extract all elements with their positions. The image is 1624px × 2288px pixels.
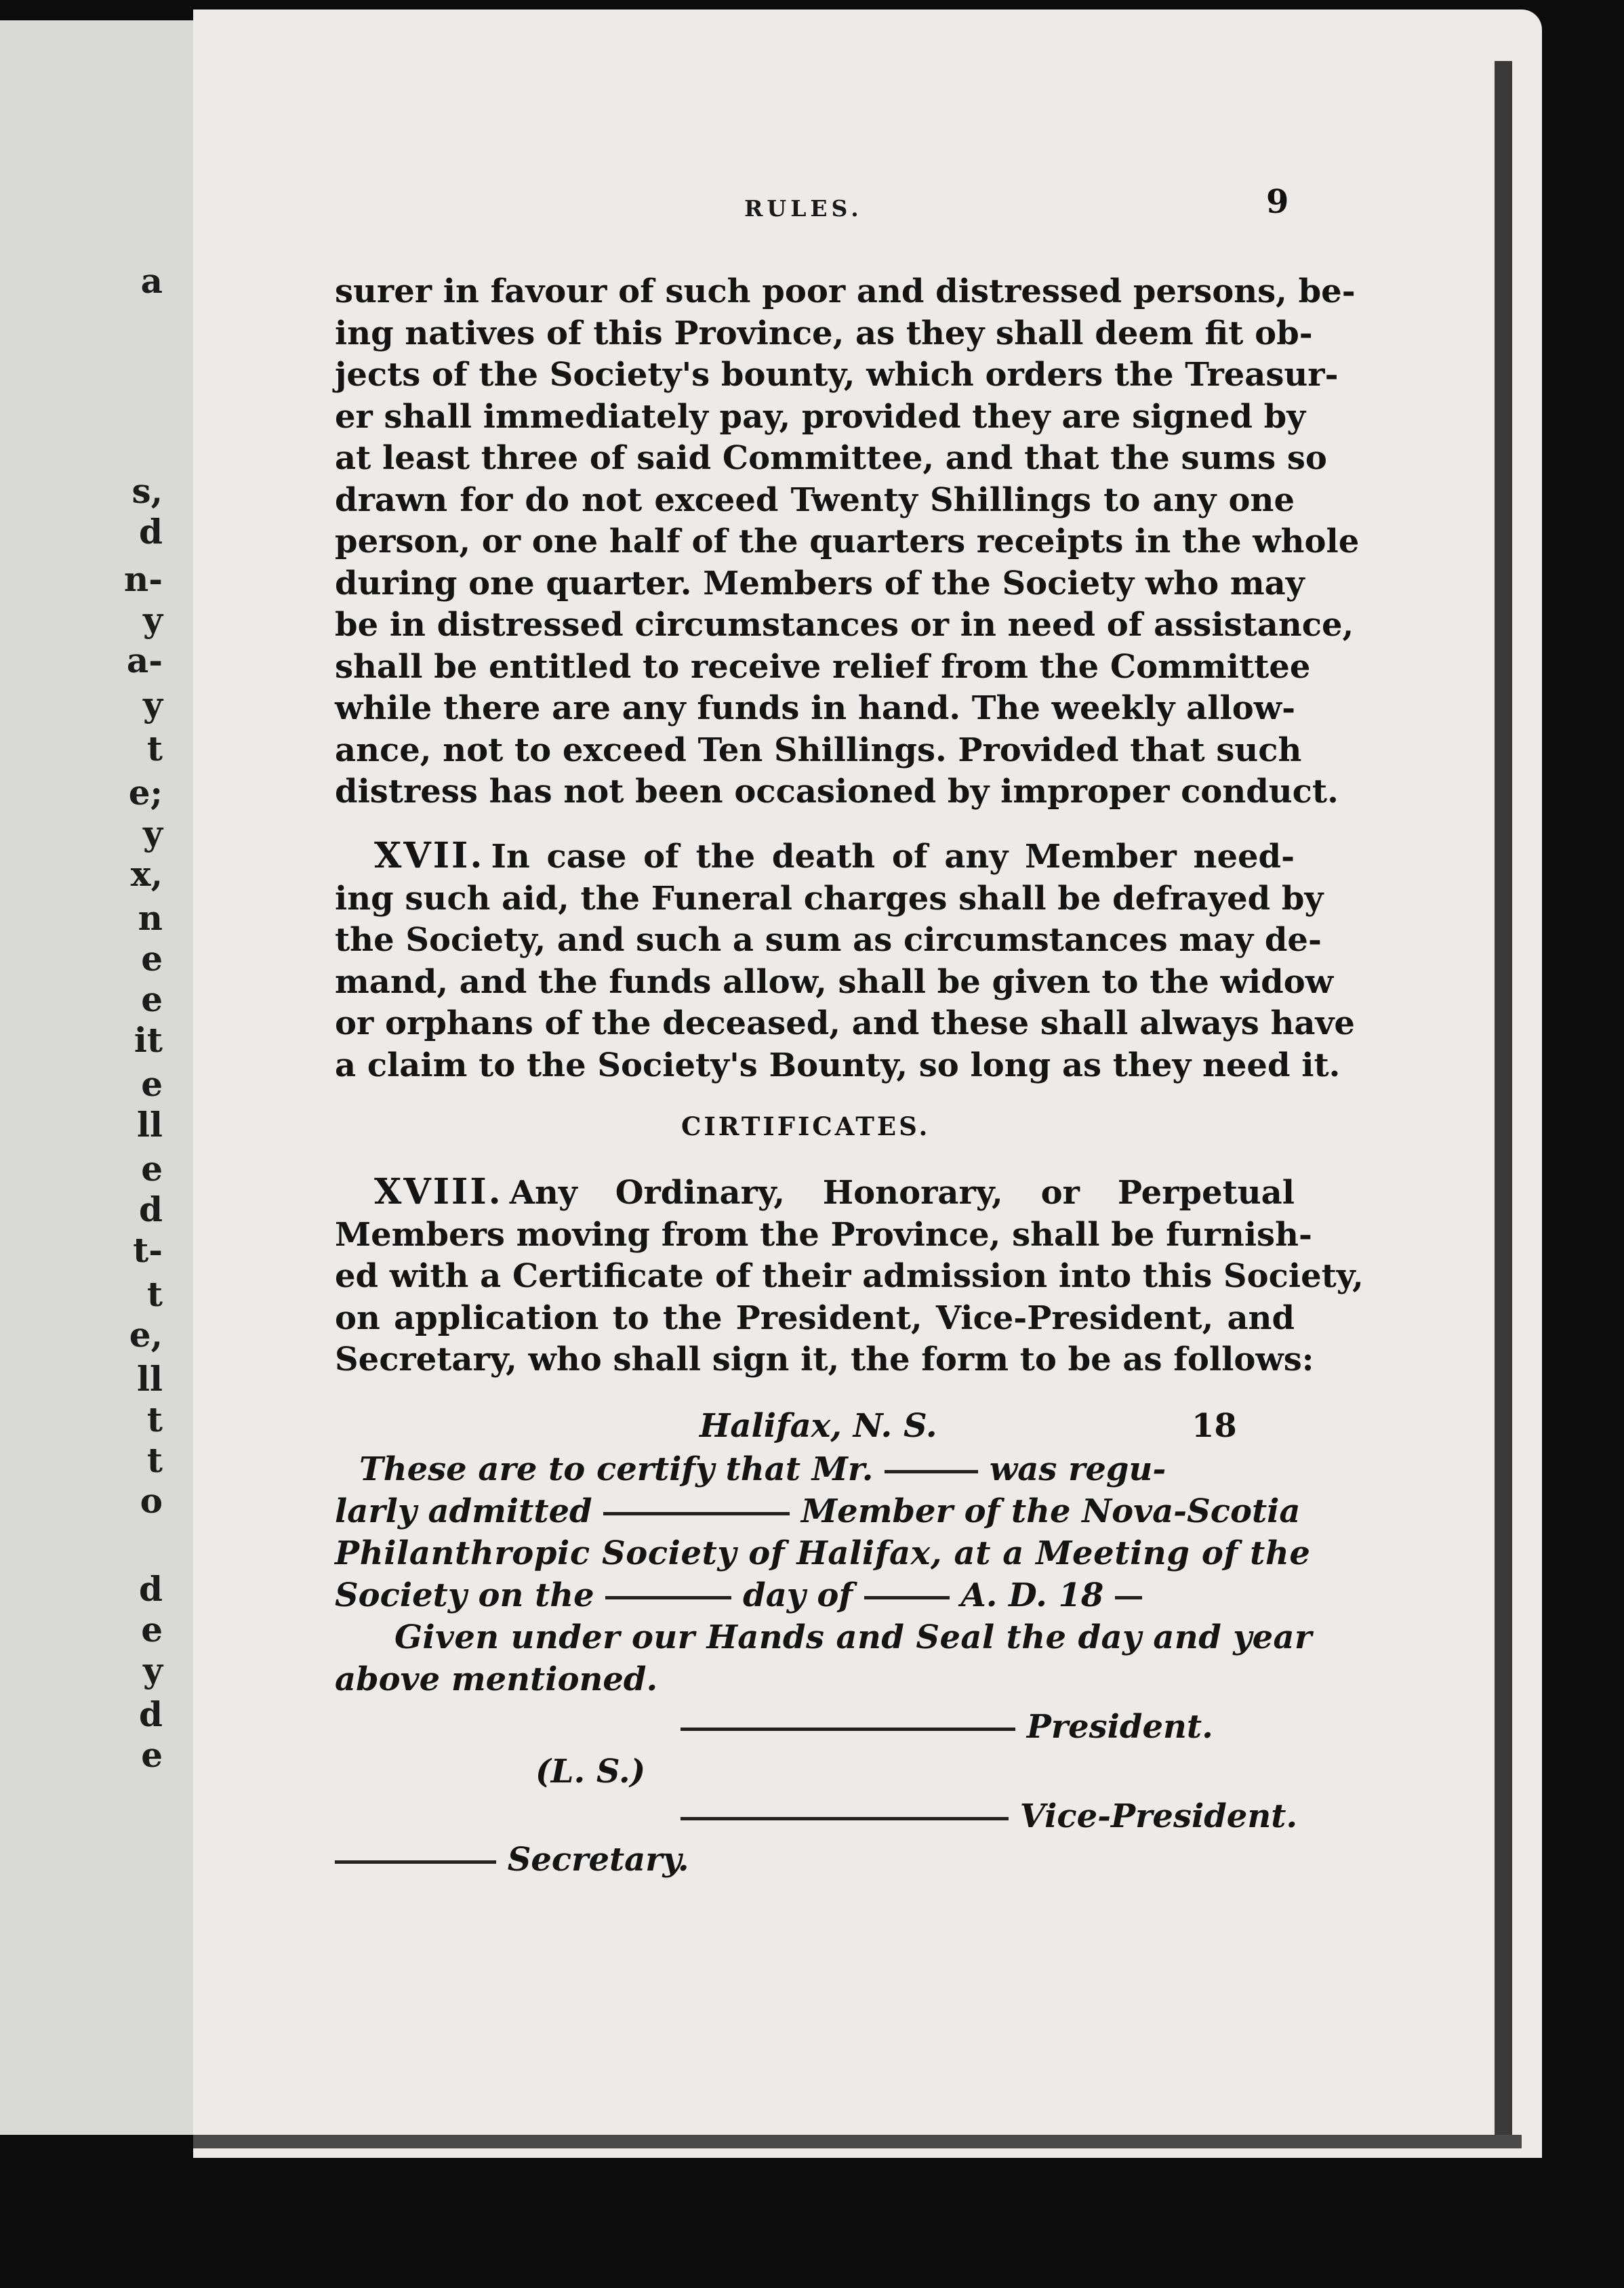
left-margin-char: y <box>142 600 163 640</box>
form-blank-membership <box>603 1512 790 1515</box>
seal-placeholder: (L. S.) <box>535 1753 646 1791</box>
signature-blank-secretary <box>335 1860 496 1864</box>
text-line <box>335 835 1295 878</box>
page-number: 9 <box>1266 183 1289 221</box>
text-line: or orphans of the deceased, and these shall always have <box>335 1004 1355 1042</box>
text-line <box>335 1171 1295 1214</box>
text-line: mand, and the funds allow, shall be given to the widow <box>335 962 1334 1001</box>
form-line-4-c: A. D. 18 <box>960 1576 1104 1614</box>
form-line-4 <box>335 1576 1142 1614</box>
form-line-1-b: was regu- <box>989 1450 1166 1488</box>
left-margin-char: e <box>141 979 163 1019</box>
signature-secretary <box>335 1841 689 1879</box>
form-blank-day <box>605 1596 731 1599</box>
form-blank-year <box>1115 1596 1142 1599</box>
form-line-1-a: These are to certify that Mr. <box>359 1450 874 1488</box>
text-line-body: In case of the death of any Member need- <box>491 838 1295 876</box>
left-margin-char: n- <box>123 559 163 599</box>
text-line: Secretary, who shall sign it, the form to be as follows: <box>335 1341 1314 1378</box>
text-line: surer in favour of such poor and distressed persons, be- <box>335 272 1356 310</box>
left-margin-char: d <box>139 1694 163 1734</box>
left-margin-char: a- <box>126 640 163 680</box>
left-page-fragment <box>0 20 197 2135</box>
left-margin-char: e <box>141 1064 163 1104</box>
form-line-5: Given under our Hands and Seal the day and year <box>394 1618 1312 1656</box>
text-line: during one quarter. Members of the Society who may <box>335 564 1305 602</box>
left-margin-char: ll <box>137 1105 163 1145</box>
left-margin-char: x, <box>130 854 163 894</box>
signature-president <box>681 1708 1213 1746</box>
text-line: ing natives of this Province, as they shall deem fit ob- <box>335 314 1313 352</box>
text-line: be in distressed circumstances or in need of assistance, <box>335 606 1354 644</box>
text-line: distress has not been occasioned by improper conduct. <box>335 773 1339 811</box>
left-margin-char: t <box>146 1400 163 1439</box>
form-place: Halifax, N. S. <box>699 1407 937 1445</box>
text-line: the Society, and such a sum as circumstances may de- <box>335 921 1322 959</box>
form-year: 18 <box>1192 1407 1237 1445</box>
left-margin-char: e <box>141 939 163 979</box>
running-head: RULES. <box>744 195 863 222</box>
text-line: drawn for do not exceed Twenty Shillings to any one <box>335 481 1295 519</box>
left-margin-char: d <box>139 512 163 552</box>
left-margin-char: e <box>141 1610 163 1650</box>
left-margin-char: e, <box>129 1315 163 1355</box>
form-line-4-a: Society on the <box>335 1576 594 1614</box>
left-margin-char: n <box>138 898 163 938</box>
page-edge-bottom <box>193 2135 1522 2148</box>
form-line-2 <box>335 1492 1301 1530</box>
paragraph-rule-continuation <box>335 271 1360 813</box>
text-line: Members moving from the Province, shall be furnish- <box>335 1215 1312 1254</box>
left-margin-char: s, <box>131 471 163 511</box>
signature-president-label: President. <box>1026 1708 1213 1746</box>
left-margin-char: y <box>142 685 163 724</box>
left-margin-char: e <box>141 1149 163 1189</box>
text-line: ing such aid, the Funeral charges shall be defrayed by <box>335 879 1324 918</box>
form-blank-month <box>864 1596 950 1599</box>
rule-numeral: XVIII. <box>374 1171 503 1212</box>
left-margin-char: e; <box>128 773 163 813</box>
rule-numeral: XVII. <box>374 835 485 876</box>
text-line: on application to the President, Vice-President, and <box>335 1299 1295 1337</box>
left-margin-char: o <box>140 1481 163 1521</box>
text-line: at least three of said Committee, and that the sums so <box>335 439 1327 477</box>
left-margin-char: d <box>139 1569 163 1609</box>
left-margin-char: a <box>140 261 163 301</box>
form-line-6: above mentioned. <box>335 1660 658 1698</box>
left-margin-char: ll <box>137 1359 163 1399</box>
left-margin-char: e <box>141 1735 163 1775</box>
page-edge-right <box>1495 61 1512 2135</box>
form-line-3: Philanthropic Society of Halifax, at a Meeting of the <box>335 1534 1311 1572</box>
text-line: ance, not to exceed Ten Shillings. Provided that such <box>335 731 1302 769</box>
left-margin-char: t- <box>133 1230 163 1270</box>
form-line-2-b: Member of the Nova-Scotia <box>801 1492 1301 1530</box>
left-margin-char: it <box>134 1020 163 1060</box>
left-page-margin-text <box>0 261 163 1891</box>
paragraph-rule-xviii <box>335 1171 1364 1381</box>
form-line-1 <box>359 1450 1166 1488</box>
signature-secretary-label: Secretary. <box>507 1841 689 1879</box>
text-line: while there are any funds in hand. The weekly allow- <box>335 689 1295 727</box>
text-line: person, or one half of the quarters receipts in the whole <box>335 523 1360 560</box>
left-margin-char: d <box>139 1189 163 1229</box>
left-margin-char: y <box>142 813 163 853</box>
left-margin-char: t <box>146 1440 163 1480</box>
text-line: ed with a Certificate of their admission into this Society, <box>335 1257 1364 1295</box>
paragraph-rule-xvii <box>335 835 1355 1086</box>
text-line: shall be entitled to receive relief from the Committee <box>335 647 1311 686</box>
text-line: er shall immediately pay, provided they are signed by <box>335 397 1306 436</box>
signature-blank-president <box>681 1728 1015 1731</box>
left-margin-char: t <box>146 1274 163 1314</box>
form-line-2-a: larly admitted <box>335 1492 592 1530</box>
signature-blank-vice-president <box>681 1817 1009 1820</box>
form-line-4-b: day of <box>743 1576 853 1614</box>
section-heading-certificates: CIRTIFICATES. <box>681 1111 931 1141</box>
text-line: a claim to the Society's Bounty, so long as they need it. <box>335 1046 1341 1084</box>
text-line: jects of the Society's bounty, which orders the Treasur- <box>335 356 1339 394</box>
left-margin-char: y <box>142 1650 163 1690</box>
left-margin-char: t <box>146 729 163 769</box>
signature-vice-president-label: Vice-President. <box>1019 1797 1298 1835</box>
text-line-body: Any Ordinary, Honorary, or Perpetual <box>509 1174 1295 1212</box>
signature-vice-president <box>681 1797 1297 1835</box>
form-blank-name <box>885 1470 978 1473</box>
